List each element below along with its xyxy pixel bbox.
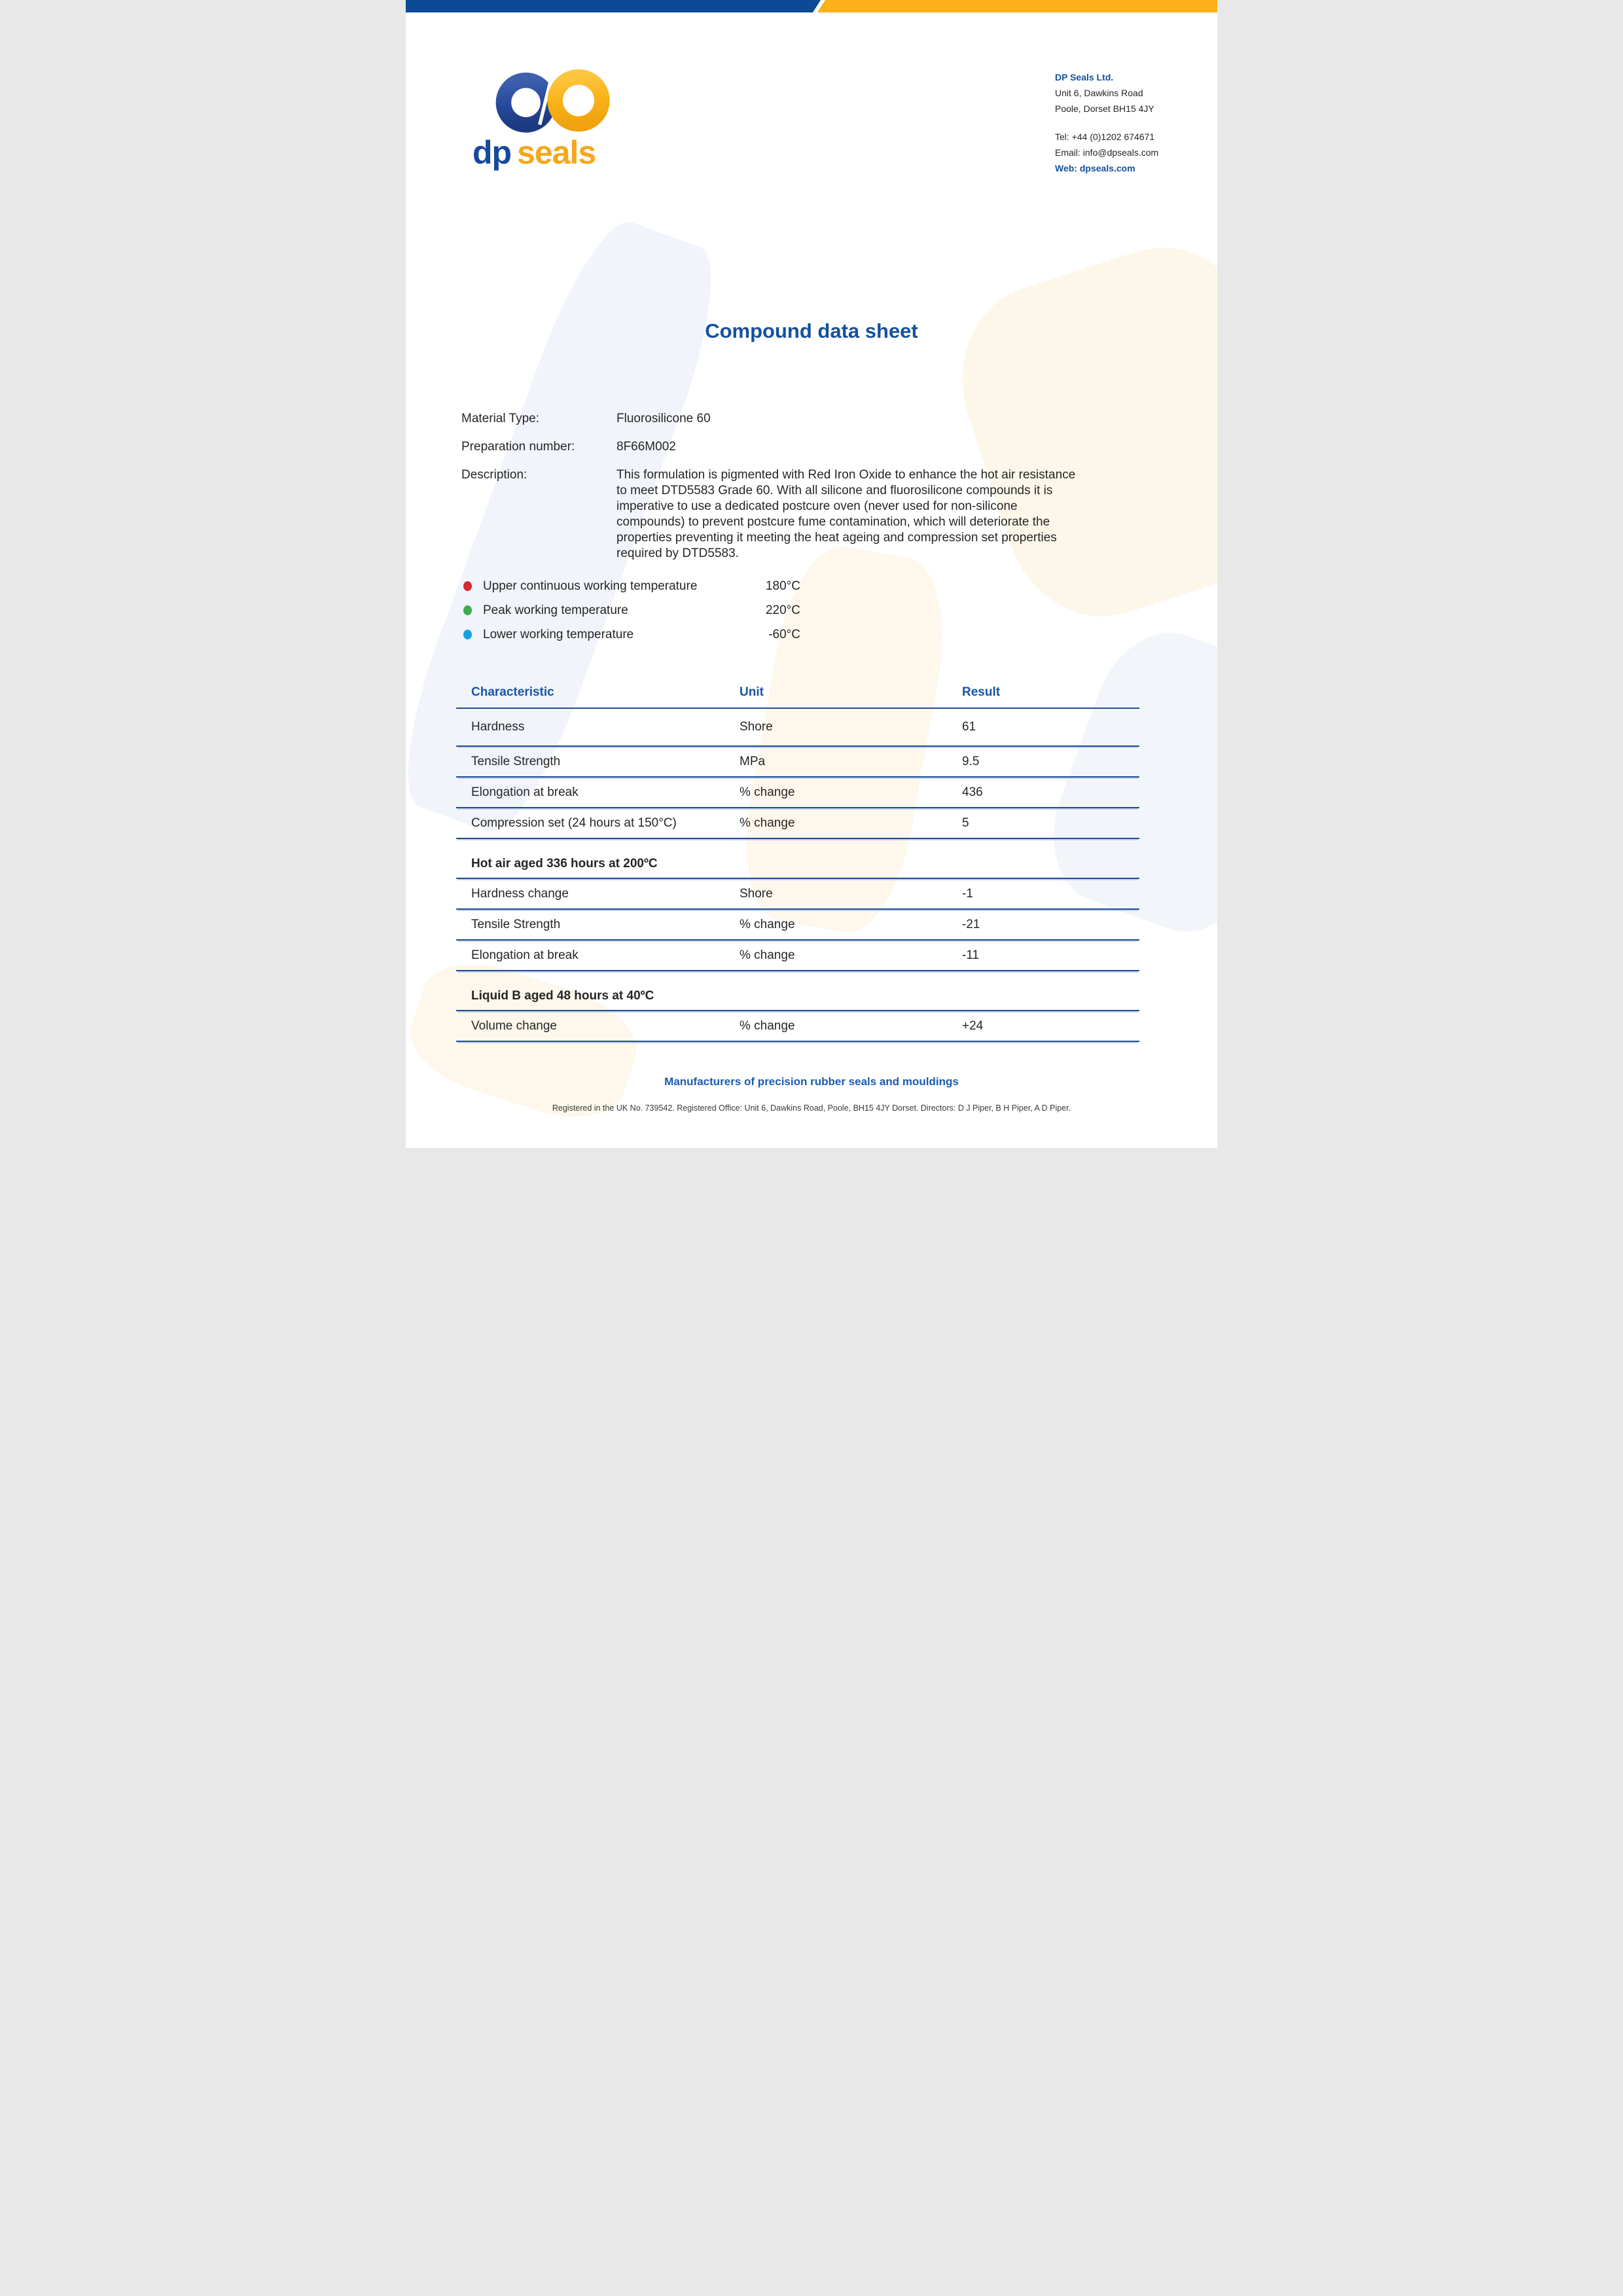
cell-characteristic: Tensile Strength [471, 755, 561, 768]
material-type-row [461, 411, 1217, 427]
footer-registration: Registered in the UK No. 739542. Registered Office: Unit 6, Dawkins Road, Poole, BH15 4JY Dorset. Directors: D J Piper, B H Piper, A D Piper. [552, 1103, 1071, 1113]
material-type-label: Material Type: [461, 412, 539, 425]
compound-table [456, 685, 1139, 1042]
temp-label: Lower working temperature [483, 628, 634, 641]
cell-unit: MPa [740, 755, 766, 768]
cell-result: 61 [962, 720, 976, 734]
temp-value: -60°C [768, 628, 800, 641]
cell-result: 9.5 [962, 755, 980, 768]
page-footer [406, 1075, 1217, 1113]
address-line-2: Poole, Dorset BH15 4JY [1055, 103, 1154, 114]
logo-rings-icon [487, 63, 624, 140]
cell-unit: % change [740, 785, 795, 799]
cell-characteristic: Volume change [471, 1019, 557, 1033]
web-line: Web: dpseals.com [1055, 163, 1135, 173]
temp-item-lower [463, 627, 800, 642]
table-row [456, 808, 1139, 839]
cell-unit: Shore [740, 720, 773, 734]
footer-tagline: Manufacturers of precision rubber seals and mouldings [664, 1075, 959, 1088]
details-section [461, 411, 1217, 562]
cell-result: -1 [962, 887, 973, 901]
table-row [456, 778, 1139, 808]
logo-word-seals: seals [517, 134, 596, 171]
preparation-number-value: 8F66M002 [616, 440, 676, 454]
logo-word-dp: dp [473, 134, 512, 171]
working-temperature-list [463, 579, 1217, 642]
address-spacer [1055, 117, 1158, 129]
company-address-block [1055, 69, 1158, 176]
cell-characteristic: Hardness change [471, 887, 569, 901]
compound-data-sheet-page [406, 0, 1217, 1148]
green-bullet-icon [463, 605, 472, 615]
table-header-row [456, 685, 1139, 708]
company-name: DP Seals Ltd. [1055, 72, 1114, 82]
table-row [456, 910, 1139, 941]
table-header-characteristic: Characteristic [471, 685, 554, 699]
cell-unit: % change [740, 918, 795, 931]
email-line: Email: info@dpseals.com [1055, 147, 1159, 158]
dp-seals-logo [473, 63, 624, 169]
temp-item-peak [463, 603, 800, 618]
description-row [461, 467, 1217, 562]
cell-unit: % change [740, 816, 795, 830]
temp-label: Upper continuous working temperature [483, 579, 698, 593]
description-label: Description: [461, 468, 527, 482]
section-title-hot-air-aged: Hot air aged 336 hours at 200ºC [456, 856, 1139, 879]
cell-result: 436 [962, 785, 983, 799]
table-header-result: Result [962, 685, 1001, 699]
temp-label: Peak working temperature [483, 603, 628, 617]
section-title-liquid-b-aged: Liquid B aged 48 hours at 40ºC [456, 988, 1139, 1011]
page-title: Compound data sheet [705, 319, 918, 342]
material-type-value: Fluorosilicone 60 [616, 412, 711, 425]
cell-result: 5 [962, 816, 969, 830]
cell-unit: % change [740, 948, 795, 962]
red-bullet-icon [463, 581, 472, 591]
temp-item-upper [463, 579, 800, 594]
blue-bullet-icon [463, 630, 472, 639]
table-header-unit: Unit [740, 685, 764, 699]
letterhead [406, 63, 1217, 177]
cell-characteristic: Tensile Strength [471, 918, 561, 931]
cell-result: -11 [962, 948, 980, 962]
logo-wordmark [473, 136, 624, 169]
table-row [456, 708, 1139, 747]
cell-characteristic: Hardness [471, 720, 525, 734]
cell-characteristic: Compression set (24 hours at 150°C) [471, 816, 677, 830]
table-row [456, 1011, 1139, 1042]
address-line-1: Unit 6, Dawkins Road [1055, 88, 1143, 98]
cell-unit: Shore [740, 887, 773, 901]
tel-line: Tel: +44 (0)1202 674671 [1055, 132, 1155, 142]
temp-value: 220°C [765, 603, 800, 617]
cell-characteristic: Elongation at break [471, 948, 579, 962]
cell-result: -21 [962, 918, 980, 931]
cell-result: +24 [962, 1019, 984, 1033]
temp-value: 180°C [765, 579, 800, 593]
cell-characteristic: Elongation at break [471, 785, 579, 799]
top-color-bar [406, 0, 1217, 12]
table-row [456, 879, 1139, 910]
preparation-number-label: Preparation number: [461, 440, 575, 454]
table-row [456, 747, 1139, 778]
cell-unit: % change [740, 1019, 795, 1033]
description-text: This formulation is pigmented with Red Iron Oxide to enhance the hot air resistance to meet DTD5583 Grade 60. With all silicone and fluorosilicone compounds it is imperative to use a dedicated postcure oven (never used for non-silicone compounds) to prevent postcure fume contamination, which will deteriorate the properties preventing it meeting the heat ageing and compression set properties required by DTD5583. [616, 468, 1076, 560]
preparation-number-row [461, 439, 1217, 455]
table-row [456, 941, 1139, 971]
